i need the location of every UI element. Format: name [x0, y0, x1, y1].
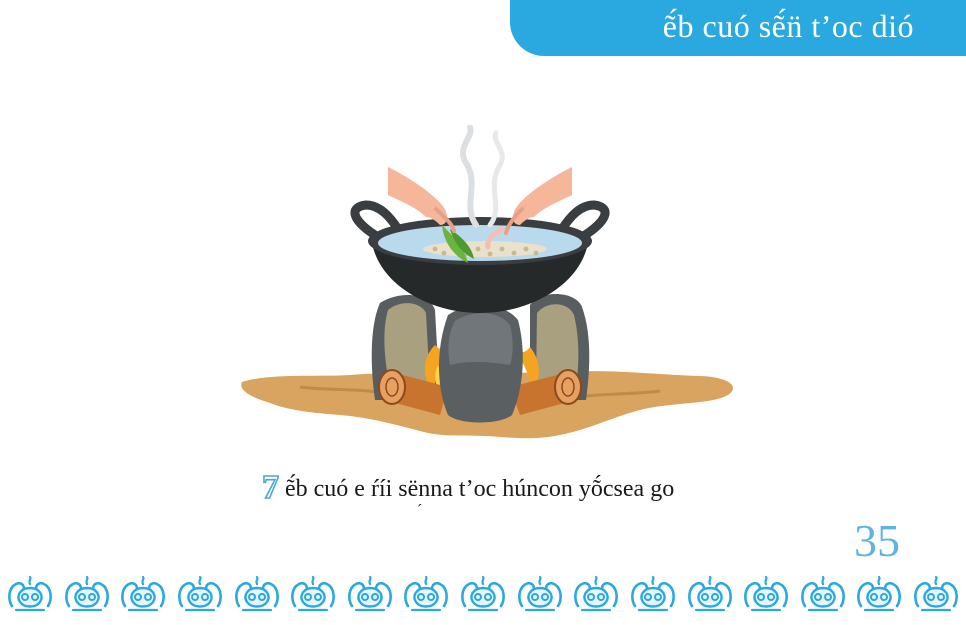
ornament-icon — [346, 576, 394, 614]
ornament-icon — [516, 576, 564, 614]
ornament-icon — [233, 576, 281, 614]
caption-number: 7 — [262, 469, 279, 506]
ornament-icon — [855, 576, 903, 614]
ornament-icon — [459, 576, 507, 614]
caption-text: ẽ́b cuó e ŕíi sënna t’oc húncon yṍcsea go — [285, 476, 675, 502]
steam — [463, 127, 476, 225]
page-title: ẽ́b cuó sẽ́n̈ t’oc dió — [662, 8, 914, 44]
ornament-icon — [119, 576, 167, 614]
page-number: 35 — [854, 515, 900, 566]
hand-right — [513, 167, 572, 225]
hand-left — [388, 167, 447, 225]
ornament-icon — [176, 576, 224, 614]
ornament-icon — [629, 576, 677, 614]
header-tab — [510, 0, 966, 56]
ornament-icon — [686, 576, 734, 614]
ornament-icon — [742, 576, 790, 614]
ornament-icon — [402, 576, 450, 614]
ornament-icon — [912, 576, 960, 614]
ornament-icon — [289, 576, 337, 614]
ornament-icon — [63, 576, 111, 614]
ornament-icon — [6, 576, 54, 614]
ornament-icon — [572, 576, 620, 614]
stray-accent-mark: ´ — [417, 502, 423, 519]
ornament-icon — [799, 576, 847, 614]
cooking-pot-over-fire-icon — [230, 125, 750, 465]
caption — [262, 469, 762, 507]
decorative-border — [6, 574, 960, 616]
